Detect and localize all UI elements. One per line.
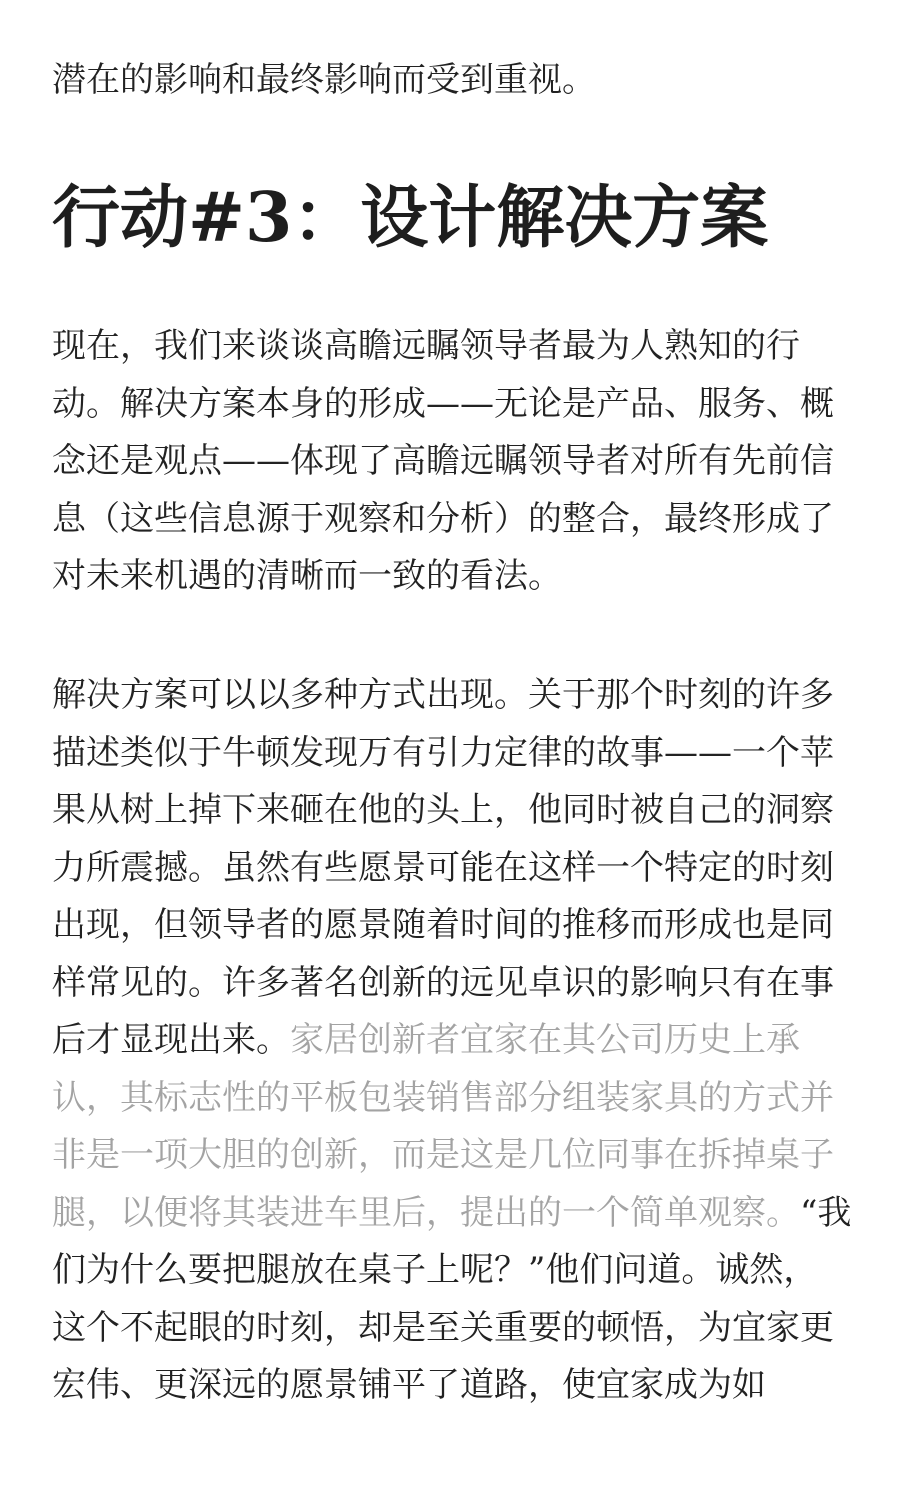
text-line-mixed — [52, 1185, 851, 1243]
text-line: 息（这些信息源于观察和分析）的整合，最终形成了 — [52, 498, 834, 539]
text-line: 宏伟、更深远的愿景铺平了道路，使宜家成为如 — [52, 1365, 766, 1405]
faded-text-segment: 家居创新者宜家在其公司历史上承 — [290, 1020, 800, 1060]
text-line: 对未来机遇的清晰而一致的看法。 — [52, 556, 562, 596]
text-segment: “我 — [800, 1192, 852, 1233]
text-line: 念还是观点——体现了高瞻远瞩领导者对所有先前信 — [52, 441, 834, 481]
faded-text-segment: 腿，以便将其装进车里后，提出的一个简单观察。 — [52, 1192, 800, 1233]
paragraph-1 — [52, 318, 834, 606]
text-line-mixed — [52, 1012, 851, 1070]
text-line: 这个不起眼的时刻，却是至关重要的顿悟，为宜家更 — [52, 1307, 834, 1348]
text-line: 解决方案可以以多种方式出现。关于那个时刻的许多 — [52, 675, 834, 715]
paragraph-2 — [52, 667, 851, 1415]
section-heading: 行动#3：设计解决方案 — [52, 178, 769, 258]
text-line: 描述类似于牛顿发现万有引力定律的故事——一个苹 — [52, 732, 834, 773]
paragraph-top — [52, 52, 596, 110]
text-line: 出现，但领导者的愿景随着时间的推移而形成也是同 — [52, 905, 834, 945]
text-segment: 后才显现出来。 — [52, 1020, 290, 1060]
text-line: 果从树上掉下来砸在他的头上，他同时被自己的洞察 — [52, 790, 834, 830]
text-line: 潜在的影响和最终影响而受到重视。 — [52, 60, 596, 100]
faded-text-line: 认，其标志性的平板包装销售部分组装家具的方式并 — [52, 1077, 834, 1118]
text-line: 动。解决方案本身的形成——无论是产品、服务、概 — [52, 383, 834, 424]
text-line: 们为什么要把腿放在桌子上呢？”他们问道。诚然， — [52, 1250, 818, 1290]
text-line: 样常见的。许多著名创新的远见卓识的影响只有在事 — [52, 962, 834, 1003]
faded-text-line: 非是一项大胆的创新，而是这是几位同事在拆掉桌子 — [52, 1135, 834, 1175]
text-line: 力所震撼。虽然有些愿景可能在这样一个特定的时刻 — [52, 847, 834, 888]
text-line: 现在，我们来谈谈高瞻远瞩领导者最为人熟知的行 — [52, 326, 800, 366]
